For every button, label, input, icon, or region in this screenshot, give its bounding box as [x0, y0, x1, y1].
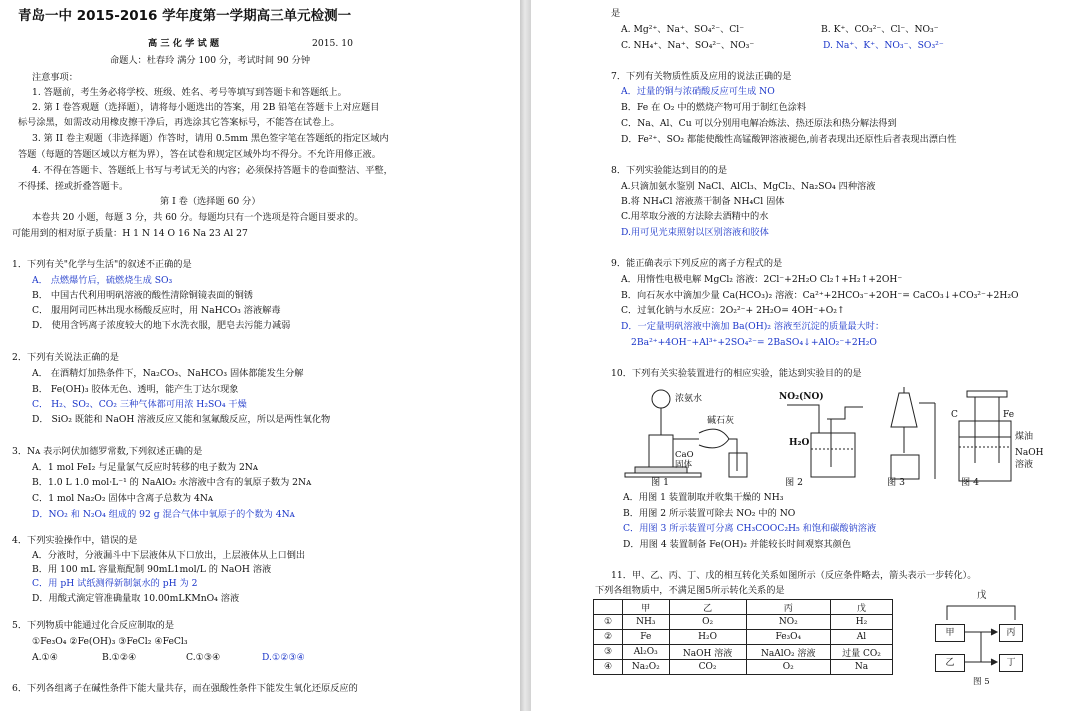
question-option: D． SiO₂ 既能和 NaOH 溶液反应又能和氢氟酸反应，所以是两性氧化物 [32, 414, 331, 425]
fig2-water-label: H₂O [789, 438, 810, 448]
table-cell: ② [594, 630, 623, 645]
diagram-node-bing: 丙 [999, 624, 1023, 642]
fig1-cao-label: CaO [675, 450, 694, 460]
question-option: B.将 NH₄Cl 溶液蒸干制备 NH₄Cl 固体 [621, 196, 785, 207]
question-option: D．用酸式滴定管准确量取 10.00mLKMnO₄ 溶液 [32, 593, 240, 604]
question-option: C.用萃取分液的方法除去酒精中的水 [621, 211, 769, 222]
section-description: 本卷共 20 小题，每题 3 分，共 60 分。每题均只有一个选项是符合题目要求的。 [32, 212, 364, 223]
table-cell: H₂O [669, 630, 746, 645]
figure-caption: 图 2 [785, 477, 803, 488]
table-header-cell: 丙 [746, 600, 830, 615]
note-line: 答题（每题的答题区域以方框为界），答在试卷和规定区域外均不得分。不允许用修正液。 [18, 149, 381, 160]
question-option: A.只滴加氨水鉴别 NaCl、AlCl₃、MgCl₂、Na₂SO₄ 四种溶液 [621, 181, 876, 192]
question-option: C． H₂、SO₂、CO₂ 三种气体都可用浓 H₂SO₄ 干燥 [32, 399, 247, 410]
table-row [594, 660, 893, 675]
table-header-cell [594, 600, 623, 615]
figure-caption: 图 5 [973, 677, 990, 687]
table-cell: ① [594, 615, 623, 630]
question-option: C．1 mol Na₂O₂ 固体中含离子总数为 4Nᴀ [32, 493, 214, 504]
question-option: D． 使用含钙离子浓度较大的地下水洗衣服，肥皂去污能力减弱 [32, 320, 291, 331]
question-option: B.①②④ [102, 652, 137, 663]
table-cell: O₂ [669, 615, 746, 630]
table-cell: Fe₃O₄ [746, 630, 830, 645]
diagram-node-yi: 乙 [935, 654, 965, 672]
exam-meta: 命题人：杜春玲 满分 100 分，考试时间 90 分钟 [110, 55, 311, 66]
atomic-masses: 可能用到的相对原子质量：H 1 N 14 O 16 Na 23 Al 27 [12, 228, 248, 239]
diagram-node-jia: 甲 [935, 624, 965, 642]
question-option: D.用可见光束照射以区别溶液和胶体 [621, 227, 769, 238]
left-page [0, 0, 520, 711]
question-option: C.①③④ [186, 652, 221, 663]
figure-4-apparatus [959, 391, 1011, 481]
fig4-fe-label: Fe [1003, 410, 1015, 420]
table-header-cell: 戊 [830, 600, 892, 615]
table-cell: ④ [594, 660, 623, 675]
question-option: C． 服用阿司匹林出现水杨酸反应时，用 NaHCO₃ 溶液解毒 [32, 305, 281, 316]
table-cell: O₂ [746, 660, 830, 675]
question-option: C．Na、Al、Cu 可以分别用电解冶炼法、热还原法和热分解法得到 [621, 118, 897, 129]
question-stem: 9．能正确表示下列反应的离子方程式的是 [611, 258, 783, 269]
note-line: 1. 答题前，考生务必将学校、班级、姓名、考号等填写到答题卡和答题纸上。 [32, 87, 347, 98]
table-header-cell: 甲 [623, 600, 670, 615]
question-stem: 10．下列有关实验装置进行的相应实验，能达到实验目的的是 [611, 368, 862, 379]
substance-table [593, 599, 893, 675]
fig4-naoh-label: NaOH [1015, 448, 1044, 458]
question-option: A． 点燃爆竹后，硫燃烧生成 SO₃ [32, 275, 173, 286]
question-option: B. K⁺、CO₃²⁻、Cl⁻、NO₃⁻ [821, 24, 939, 35]
note-line: 标号涂黑，如需改动用橡皮擦干净后，再选涂其它答案标号，不能答在试卷上。 [18, 117, 340, 128]
question-option: A.①④ [32, 652, 59, 663]
question-option: A．过量的铜与浓硝酸反应可生成 NO [621, 86, 775, 97]
fig4-solution-label: 溶液 [1015, 460, 1034, 470]
question-stem: 下列各组物质中，不满足图5所示转化关系的是 [595, 585, 785, 596]
question-option: D．NO₂ 和 N₂O₄ 组成的 92 g 混合气体中氧原子的个数为 4Nᴀ [32, 509, 295, 520]
table-cell: NO₂ [746, 615, 830, 630]
diagram-node-wu: 戊 [977, 590, 987, 601]
exam-title: 青岛一中 2015-2016 学年度第一学期高三单元检测一 [18, 8, 352, 24]
question-option: C．过氧化钠与水反应：2O₂²⁻+ 2H₂O= 4OH⁻+O₂↑ [621, 305, 845, 316]
question-stem: 6．下列各组离子在碱性条件下能大量共存，而在强酸性条件下能发生氧化还原反应的 [12, 683, 358, 694]
question-stem: 8．下列实验能达到目的的是 [611, 165, 728, 176]
question-option: A．分液时，分液漏斗中下层液体从下口放出，上层液体从上口倒出 [32, 550, 306, 561]
fig2-gas-label: NO₂(NO) [779, 392, 824, 402]
table-cell: 过量 CO₂ [830, 645, 892, 660]
question-option: D．Fe²⁺、SO₂ 都能使酸性高锰酸钾溶液褪色,前者表现出还原性后者表现出漂白性 [621, 134, 957, 145]
question-stem: 3．Nᴀ 表示阿伏加德罗常数,下列叙述正确的是 [12, 446, 203, 457]
fig4-c-label: C [951, 410, 958, 420]
question-option: C. NH₄⁺、Na⁺、SO₄²⁻、NO₃⁻ [621, 40, 755, 51]
table-cell: NH₃ [623, 615, 670, 630]
question-option: A. Mg²⁺、Na⁺、SO₄²⁻、Cl⁻ [621, 24, 745, 35]
diagram-node-ding: 丁 [999, 654, 1023, 672]
note-line: 不得揉、搓或折叠答题卡。 [18, 181, 129, 192]
page-gutter [520, 0, 531, 711]
table-cell: Al [830, 630, 892, 645]
figure-caption: 图 1 [651, 477, 669, 488]
question-option: B．用图 2 所示装置可除去 NO₂ 中的 NO [623, 508, 796, 519]
question-option: D.①②③④ [262, 652, 305, 663]
question-items: ①Fe₃O₄ ②Fe(OH)₃ ③FeCl₂ ④FeCl₃ [32, 636, 188, 647]
question-option: B．用 100 mL 容量瓶配制 90mL1mol/L 的 NaOH 溶液 [32, 564, 272, 575]
question-option: C．用图 3 所示装置可分离 CH₃COOC₂H₅ 和饱和碳酸钠溶液 [623, 523, 877, 534]
table-header-row [594, 600, 893, 615]
question-option: D．一定量明矾溶液中滴加 Ba(OH)₂ 溶液至沉淀的质量最大时： [621, 321, 885, 332]
table-row [594, 630, 893, 645]
question-stem: 11．甲、乙、丙、丁、戊的相互转化关系如图所示（反应条件略去，箭头表示一步转化）。 [611, 570, 977, 581]
apparatus-figures [619, 383, 1059, 491]
table-cell: ③ [594, 645, 623, 660]
question-stem: 1．下列有关"化学与生活"的叙述不正确的是 [12, 259, 192, 270]
fig4-oil-label: 煤油 [1015, 432, 1034, 442]
figure-caption: 图 4 [961, 477, 979, 488]
question-option: D．用图 4 装置制备 Fe(OH)₂ 并能较长时间观察其颜色 [623, 539, 851, 550]
table-cell: NaOH 溶液 [669, 645, 746, 660]
notes-heading: 注意事项： [32, 72, 78, 83]
table-cell: Al₂O₃ [623, 645, 670, 660]
question-option: A．用惰性电极电解 MgCl₂ 溶液：2Cl⁻+2H₂O Cl₂↑+H₂↑+2OH⁻ [621, 274, 903, 285]
question-option: C．用 pH 试纸测得新制氯水的 pH 为 2 [32, 578, 198, 589]
table-cell: NaAlO₂ 溶液 [746, 645, 830, 660]
question-option: A．用图 1 装置制取并收集干燥的 NH₃ [623, 492, 784, 503]
question-option: B．Fe 在 O₂ 中的燃烧产物可用于制红色涂料 [621, 102, 807, 113]
table-header-cell: 乙 [669, 600, 746, 615]
note-line: 3. 第 II 卷主观题（非选择题）作答时，请用 0.5mm 黑色签字笔在答题纸的指定区域内 [32, 133, 389, 144]
table-cell: Na [830, 660, 892, 675]
fig1-solid-label: 固体 [675, 460, 693, 470]
question-continuation: 是 [611, 8, 621, 19]
question-stem: 5．下列物质中能通过化合反应制取的是 [12, 620, 175, 631]
exam-date: 2015. 10 [312, 38, 353, 49]
fig1-soda-lime-label: 碱石灰 [707, 416, 735, 426]
table-cell: Fe [623, 630, 670, 645]
table-row [594, 645, 893, 660]
figure-3-apparatus [891, 387, 935, 479]
fig1-ammonia-label: 浓氨水 [675, 394, 703, 404]
question-stem: 7．下列有关物质性质及应用的说法正确的是 [611, 71, 792, 82]
note-line: 2. 第 I 卷答观题（选择题），请将每小题选出的答案，用 2B 铅笔在答题卡上对应题目 [32, 102, 380, 113]
question-option: A．1 mol FeI₂ 与足量氯气反应时转移的电子数为 2Nᴀ [32, 462, 259, 473]
question-option: B．向石灰水中滴加少量 Ca(HCO₃)₂ 溶液：Ca²⁺+2HCO₃⁻+2OH⁻= CaCO₃↓+CO₃²⁻+2H₂O [621, 290, 1019, 301]
question-option: D. Na⁺、K⁺、NO₃⁻、SO₃²⁻ [823, 40, 944, 51]
table-row [594, 615, 893, 630]
question-option: B． Fe(OH)₃ 胶体无色、透明，能产生丁达尔现象 [32, 384, 239, 395]
note-line: 4. 不得在答题卡、答题纸上书写与考试无关的内容；必须保持答题卡的卷面整洁、平整， [32, 165, 393, 176]
table-cell: CO₂ [669, 660, 746, 675]
question-option: B． 中国古代利用明矾溶液的酸性清除铜镜表面的铜锈 [32, 290, 253, 301]
question-option: B．1.0 L 1.0 mol·L⁻¹ 的 NaAlO₂ 水溶液中含有的氧原子数为 2Nᴀ [32, 477, 312, 488]
question-option-equation: 2Ba²⁺+4OH⁻+Al³⁺+2SO₄²⁻= 2BaSO₄↓+AlO₂⁻+2H₂O [631, 337, 877, 348]
question-stem: 4．下列实验操作中，错误的是 [12, 535, 138, 546]
figure-caption: 图 3 [887, 477, 905, 488]
question-stem: 2．下列有关说法正确的是 [12, 352, 119, 363]
question-option: A． 在酒精灯加热条件下，Na₂CO₃、NaHCO₃ 固体都能发生分解 [32, 368, 304, 379]
table-cell: H₂ [830, 615, 892, 630]
right-page [531, 0, 1067, 711]
section-heading: 第 I 卷（选择题 60 分） [160, 196, 261, 207]
exam-subject: 高 三 化 学 试 题 [148, 38, 220, 49]
table-cell: Na₂O₂ [623, 660, 670, 675]
